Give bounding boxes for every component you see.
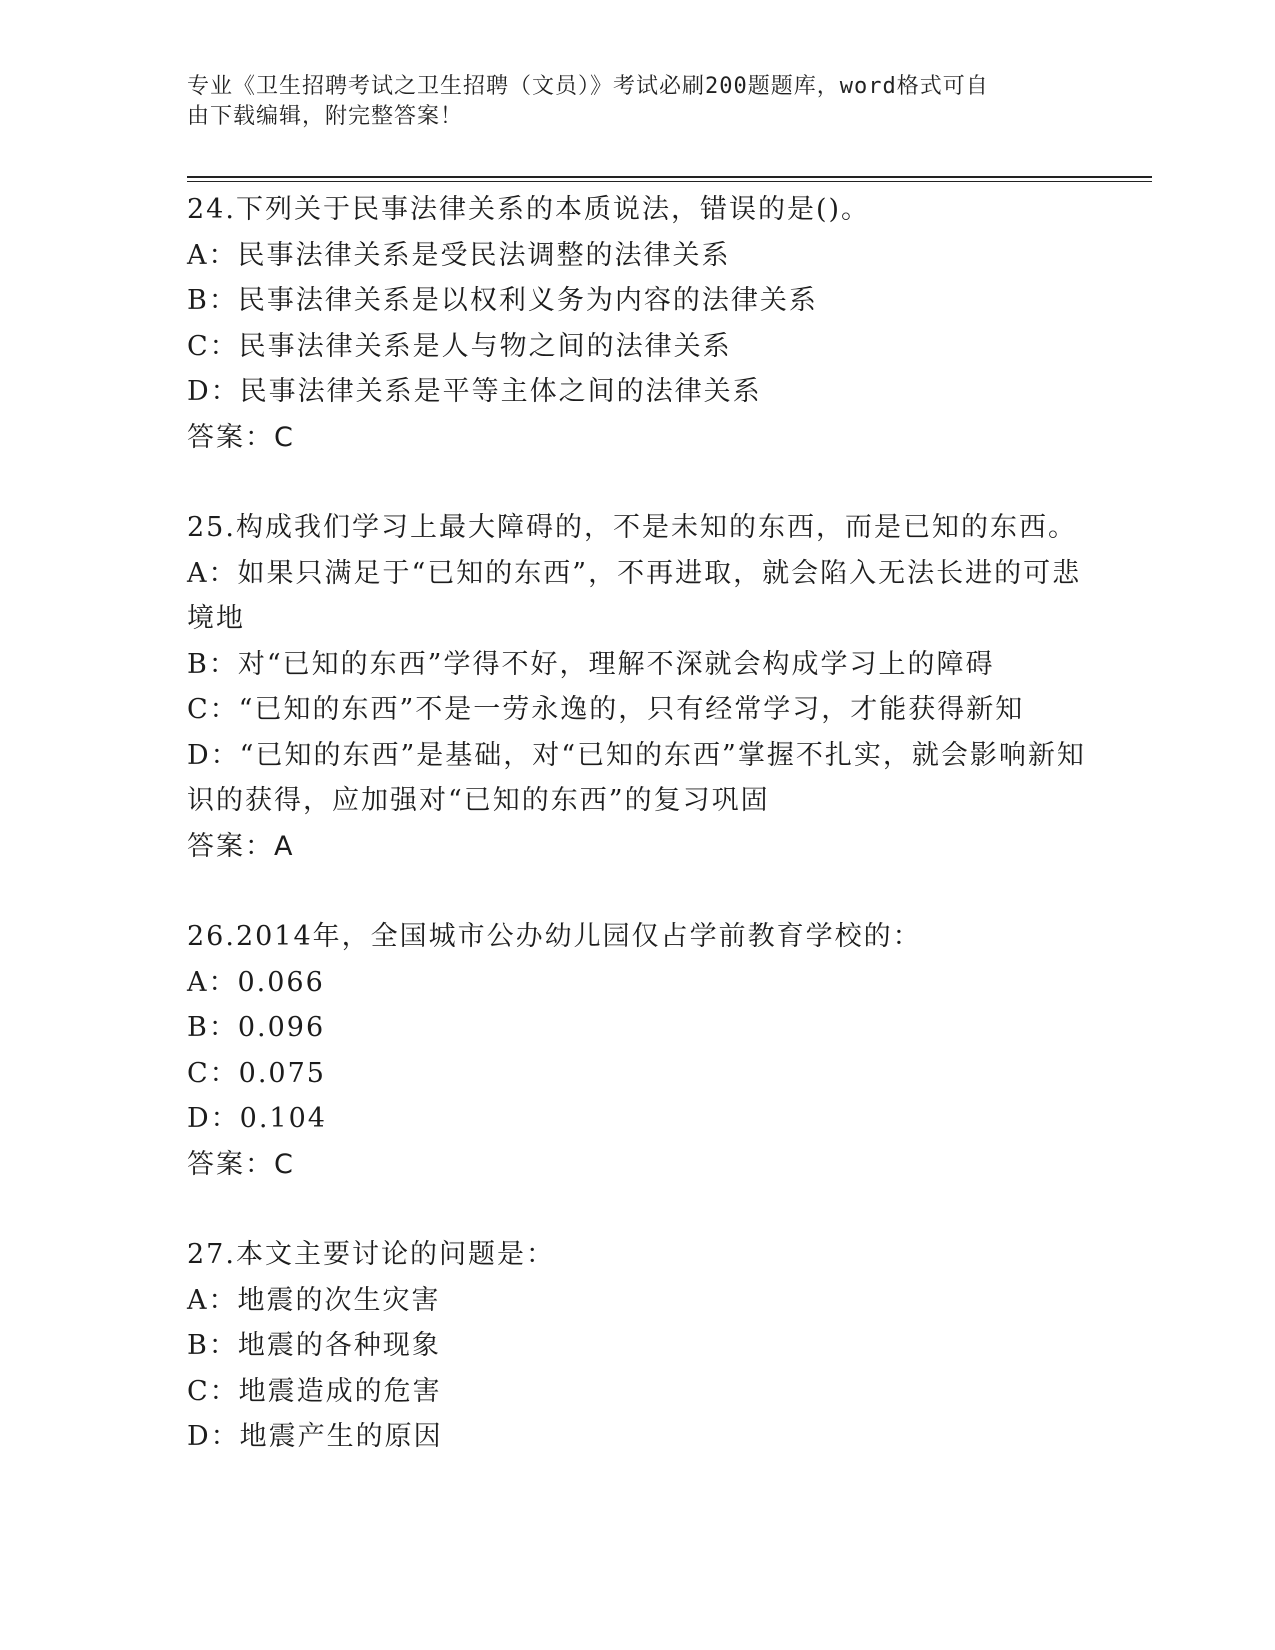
option-b: B：0.096	[187, 1012, 326, 1043]
header-line-1: 专业《卫生招聘考试之卫生招聘（文员）》考试必刷200题题库，word格式可自	[187, 74, 989, 99]
answer-line: 答案：C	[187, 1148, 295, 1180]
option-c: C：“已知的东西”不是一劳永逸的，只有经常学习，才能获得新知	[187, 694, 1025, 725]
header-divider-thin	[187, 181, 1152, 182]
option-d: D：0.104	[187, 1103, 327, 1134]
question-stem: 26.2014年，全国城市公办幼儿园仅占学前教育学校的：	[187, 921, 922, 952]
question-stem: 24.下列关于民事法律关系的本质说法，错误的是()。	[187, 194, 871, 225]
question-27	[187, 1232, 1087, 1460]
option-d: D：“已知的东西”是基础，对“已知的东西”掌握不扎实，就会影响新知识的获得，应加强对“已知的东西”的复习巩固	[187, 739, 1086, 816]
option-b: B：民事法律关系是以权利义务为内容的法律关系	[187, 285, 818, 316]
option-a: A：0.066	[187, 966, 325, 998]
answer-line: 答案：A	[187, 830, 295, 862]
header-divider-thick	[187, 176, 1152, 178]
option-a: A：地震的次生灾害	[187, 1284, 441, 1316]
option-a: A：如果只满足于“已知的东西”，不再进取，就会陷入无法长进的可悲境地	[187, 557, 1082, 634]
header-line-2: 由下载编辑，附完整答案！	[187, 104, 464, 129]
option-a: A：民事法律关系是受民法调整的法律关系	[187, 239, 731, 271]
option-c: C：地震造成的危害	[187, 1375, 442, 1407]
document-header	[187, 72, 1067, 132]
question-list	[187, 187, 1087, 1505]
question-24	[187, 187, 1087, 460]
answer-line: 答案：C	[187, 421, 295, 453]
question-stem: 25.构成我们学习上最大障碍的，不是未知的东西，而是已知的东西。	[187, 512, 1077, 543]
option-b: B：对“已知的东西”学得不好，理解不深就会构成学习上的障碍	[187, 648, 995, 680]
question-stem: 27.本文主要讨论的问题是：	[187, 1239, 555, 1270]
option-c: C：民事法律关系是人与物之间的法律关系	[187, 330, 732, 362]
option-b: B：地震的各种现象	[187, 1330, 441, 1361]
question-26	[187, 914, 1087, 1187]
option-d: D：地震产生的原因	[187, 1421, 443, 1452]
option-d: D：民事法律关系是平等主体之间的法律关系	[187, 376, 762, 407]
option-c: C：0.075	[187, 1057, 326, 1089]
question-25	[187, 505, 1087, 869]
